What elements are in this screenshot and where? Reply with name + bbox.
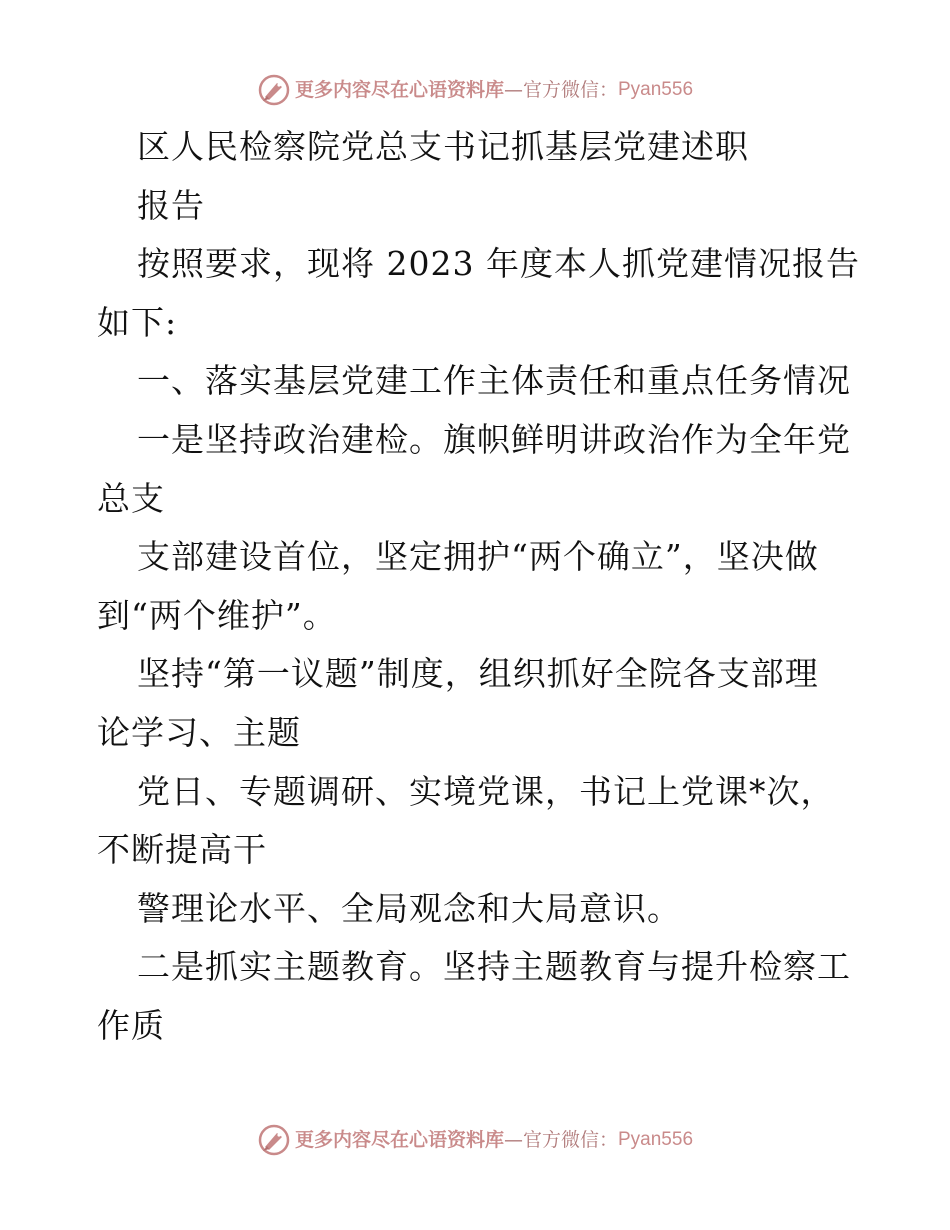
doc-paragraph-line: 论学习、主题: [97, 712, 301, 752]
doc-paragraph-line: 作质: [97, 1005, 165, 1045]
watermark-separator-text: —官方微信：: [503, 79, 618, 101]
doc-paragraph-line: 一是坚持政治建检。旗帜鲜明讲政治作为全年党: [137, 419, 851, 459]
watermark-main-text: 更多内容尽在心语资料库: [294, 1129, 504, 1151]
pen-nib-logo-icon: [257, 73, 291, 107]
watermark-wechat-id: Pyan556: [618, 1129, 694, 1150]
doc-section-heading: 一、落实基层党建工作主体责任和重点任务情况: [137, 361, 851, 401]
doc-paragraph-line: 总支: [97, 478, 165, 518]
doc-paragraph-line: 党日、专题调研、实境党课，书记上党课*次，: [137, 771, 835, 811]
doc-paragraph-line: 坚持“第一议题”制度，组织抓好全院各支部理: [137, 654, 819, 694]
doc-paragraph-line: 如下:: [97, 302, 178, 342]
doc-paragraph-line: 二是抓实主题教育。坚持主题教育与提升检察工: [137, 947, 851, 987]
doc-title-line-1: 区人民检察院党总支书记抓基层党建述职: [137, 127, 749, 166]
watermark-wechat-id: Pyan556: [618, 79, 694, 100]
watermark-footer: [0, 1120, 950, 1160]
doc-paragraph-line: 警理论水平、全局观念和大局意识。: [137, 888, 681, 928]
doc-paragraph-line: 不断提高干: [97, 830, 267, 870]
doc-paragraph-line: 支部建设首位，坚定拥护“两个确立”，坚决做: [137, 537, 819, 577]
pen-nib-logo-icon: [257, 1123, 291, 1157]
doc-paragraph-line: 到“两个维护”。: [97, 595, 337, 635]
watermark-header: [0, 70, 950, 110]
document-body: [97, 118, 860, 1056]
watermark-main-text: 更多内容尽在心语资料库: [294, 79, 504, 101]
doc-paragraph-line: 按照要求，现将 2023 年度本人抓党建情况报告: [137, 244, 860, 284]
doc-title-line-2: 报告: [137, 185, 205, 225]
watermark-separator-text: —官方微信：: [503, 1129, 618, 1151]
